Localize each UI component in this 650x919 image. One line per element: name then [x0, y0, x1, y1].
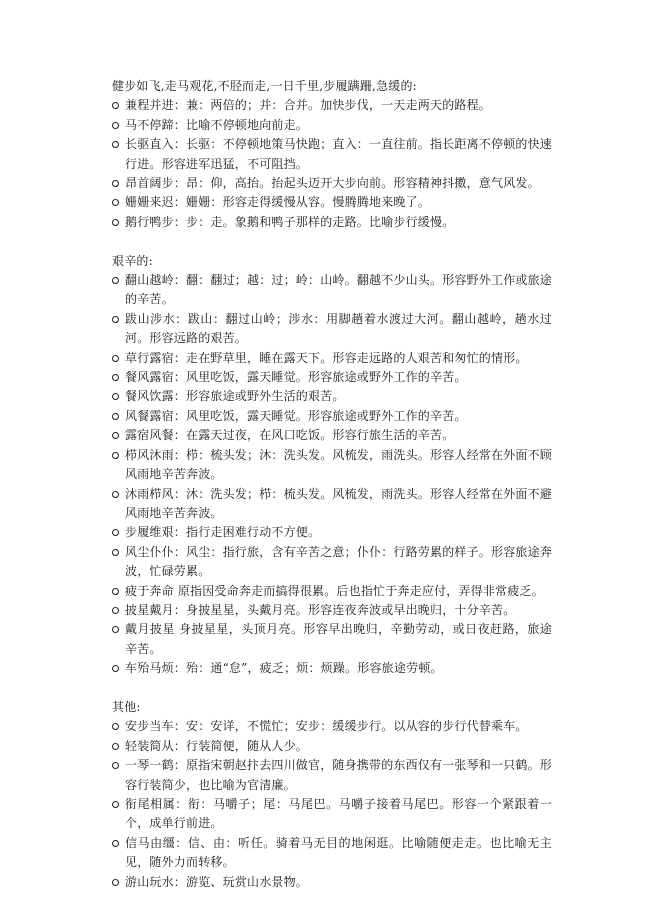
- circle-bullet-icon: [112, 879, 119, 886]
- list-item: [112, 271, 552, 310]
- circle-bullet-icon: [112, 452, 119, 459]
- list-item: [112, 193, 552, 212]
- section-hardship: [112, 252, 552, 679]
- list-item: [112, 485, 552, 524]
- idiom-entry: 疲于奔命 原指因受命奔走而搞得很累。后也指忙于奔走应付，弄得非常疲乏。: [125, 583, 544, 598]
- idiom-entry: 草行露宿：走在野草里，睡在露天下。形容走远路的人艰苦和匆忙的情形。: [125, 350, 528, 365]
- list-item: [112, 349, 552, 368]
- list-item: [112, 543, 552, 582]
- circle-bullet-icon: [112, 432, 119, 439]
- idiom-list: [112, 271, 552, 679]
- circle-bullet-icon: [112, 355, 119, 362]
- circle-bullet-icon: [112, 529, 119, 536]
- circle-bullet-icon: [112, 607, 119, 614]
- idiom-entry: 栉风沐雨：栉：梳头发；沐：洗头发。风梳发，雨洗头。形容人经常在外面不顾风雨地辛苦奔波。: [125, 447, 553, 482]
- circle-bullet-icon: [112, 626, 119, 633]
- list-item: [112, 387, 552, 406]
- circle-bullet-icon: [112, 393, 119, 400]
- circle-bullet-icon: [112, 102, 119, 109]
- idiom-entry: 步履维艰：指行走困难行动不方便。: [125, 525, 321, 540]
- circle-bullet-icon: [112, 840, 119, 847]
- circle-bullet-icon: [112, 665, 119, 672]
- list-item: [112, 446, 552, 485]
- idiom-entry: 轻装简从：行装简便，随从人少。: [125, 738, 309, 753]
- section-title: 其他:: [112, 699, 141, 714]
- list-item: [112, 756, 552, 795]
- idiom-list: [112, 717, 552, 892]
- idiom-entry: 沐雨栉风：沐：洗头发；栉：梳头发。风梳发，雨洗头。形容人经常在外面不避风雨地辛苦奔波。: [125, 486, 553, 520]
- list-item: [112, 368, 552, 387]
- section-title: 艰辛的:: [112, 253, 153, 268]
- idiom-entry: 鹅行鸭步：步：走。象鹅和鸭子那样的走路。比喻步行缓慢。: [125, 214, 455, 229]
- idiom-entry: 信马由缰：信、由：听任。骑着马无目的地闲逛。比喻随便走走。也比喻无主见，随外力而转移。: [125, 835, 552, 870]
- list-item: [112, 795, 552, 834]
- circle-bullet-icon: [112, 122, 119, 129]
- list-item: [112, 310, 552, 349]
- list-item: [112, 407, 552, 426]
- circle-bullet-icon: [112, 374, 119, 381]
- idiom-entry: 马不停蹄：比喻不停顿地向前走。: [125, 117, 309, 132]
- list-item: [112, 620, 552, 659]
- list-item: [112, 174, 552, 193]
- idiom-entry: 风餐露宿：风里吃饭，露天睡觉。形容旅途或野外工作的辛苦。: [125, 408, 467, 423]
- list-item: [112, 135, 552, 174]
- list-item: [112, 582, 552, 601]
- circle-bullet-icon: [112, 413, 119, 420]
- idiom-entry: 安步当车：安：安详，不慌忙；安步：缓缓步行。以从容的步行代替乘车。: [125, 719, 528, 734]
- idiom-entry: 披星戴月：身披星星，头戴月亮。形容连夜奔波或早出晚归，十分辛苦。: [125, 602, 516, 617]
- circle-bullet-icon: [112, 199, 119, 206]
- circle-bullet-icon: [112, 743, 119, 750]
- list-item: [112, 717, 552, 736]
- circle-bullet-icon: [112, 219, 119, 226]
- list-item: [112, 834, 552, 873]
- circle-bullet-icon: [112, 141, 119, 148]
- idiom-entry: 长驱直入：长驱：不停顿地策马快跑；直入：一直往前。指长距离不停顿的快速行进。形容进军迅猛，不可阻挡。: [125, 137, 553, 171]
- circle-bullet-icon: [112, 801, 119, 808]
- idiom-list: [112, 96, 552, 232]
- idiom-entry: 餐风饮露：形容旅途或野外生活的艰苦。: [125, 389, 345, 404]
- section-title: 健步如飞,走马观花,不胫而走,一日千里,步履蹒跚,急缓的:: [112, 79, 417, 93]
- idiom-entry: 姗姗来迟：姗姗：形容走得缓慢从容。慢腾腾地来晚了。: [125, 195, 431, 210]
- list-item: [112, 873, 552, 892]
- list-item: [112, 96, 552, 115]
- section-other: [112, 698, 552, 892]
- circle-bullet-icon: [112, 316, 119, 323]
- idiom-entry: 一琴一鹤：原指宋朝赵抃去四川做官，随身携带的东西仅有一张琴和一只鹤。形容行装简少，也比喻为官清廉。: [125, 758, 553, 792]
- idiom-entry: 跋山涉水：跋山：翻过山岭；涉水：用脚趟着水渡过大河。翻山越岭，趟水过河。形容远路的艰苦。: [125, 311, 552, 346]
- idiom-entry: 翻山越岭：翻：翻过；越：过；岭：山岭。翻越不少山头。形容野外工作或旅途的辛苦。: [125, 273, 553, 307]
- circle-bullet-icon: [112, 549, 119, 556]
- section-spacer: [112, 232, 552, 251]
- idiom-entry: 兼程并进：兼：两倍的；并：合并。加快步伐，一天走两天的路程。: [125, 98, 492, 113]
- circle-bullet-icon: [112, 277, 119, 284]
- list-item: [112, 426, 552, 445]
- idiom-entry: 露宿风餐：在露天过夜，在风口吃饭。形容行旅生活的辛苦。: [125, 428, 455, 443]
- idiom-entry: 昂首阔步：昂：仰，高抬。抬起头迈开大步向前。形容精神抖擞，意气风发。: [125, 176, 540, 191]
- circle-bullet-icon: [112, 180, 119, 187]
- circle-bullet-icon: [112, 723, 119, 730]
- idiom-entry: 餐风露宿：风里吃饭，露天睡觉。形容旅途或野外工作的辛苦。: [125, 370, 467, 385]
- section-spacer: [112, 679, 552, 698]
- idiom-entry: 戴月披星 身披星星，头顶月亮。形容早出晚归，辛勤劳动，或日夜赶路，旅途辛苦。: [125, 622, 552, 656]
- list-item: [112, 737, 552, 756]
- idiom-entry: 车殆马烦：殆：通“怠”，疲乏；烦：烦躁。形容旅途劳顿。: [125, 661, 443, 676]
- circle-bullet-icon: [112, 588, 119, 595]
- section-walking-speed: [112, 77, 552, 232]
- list-item: [112, 659, 552, 678]
- idiom-entry: 衔尾相属：衔：马嚼子；尾：马尾巴。马嚼子接着马尾巴。形容一个紧跟着一个，成单行前进。: [125, 797, 552, 831]
- list-item: [112, 213, 552, 232]
- list-item: [112, 523, 552, 542]
- list-item: [112, 116, 552, 135]
- list-item: [112, 601, 552, 620]
- idiom-entry: 风尘仆仆：风尘：指行旅，含有辛苦之意；仆仆：行路劳累的样子。形容旅途奔波，忙碌劳累。: [125, 544, 553, 579]
- idiom-document: [112, 77, 552, 892]
- circle-bullet-icon: [112, 491, 119, 498]
- circle-bullet-icon: [112, 762, 119, 769]
- idiom-entry: 游山玩水：游览、玩赏山水景物。: [125, 874, 309, 889]
